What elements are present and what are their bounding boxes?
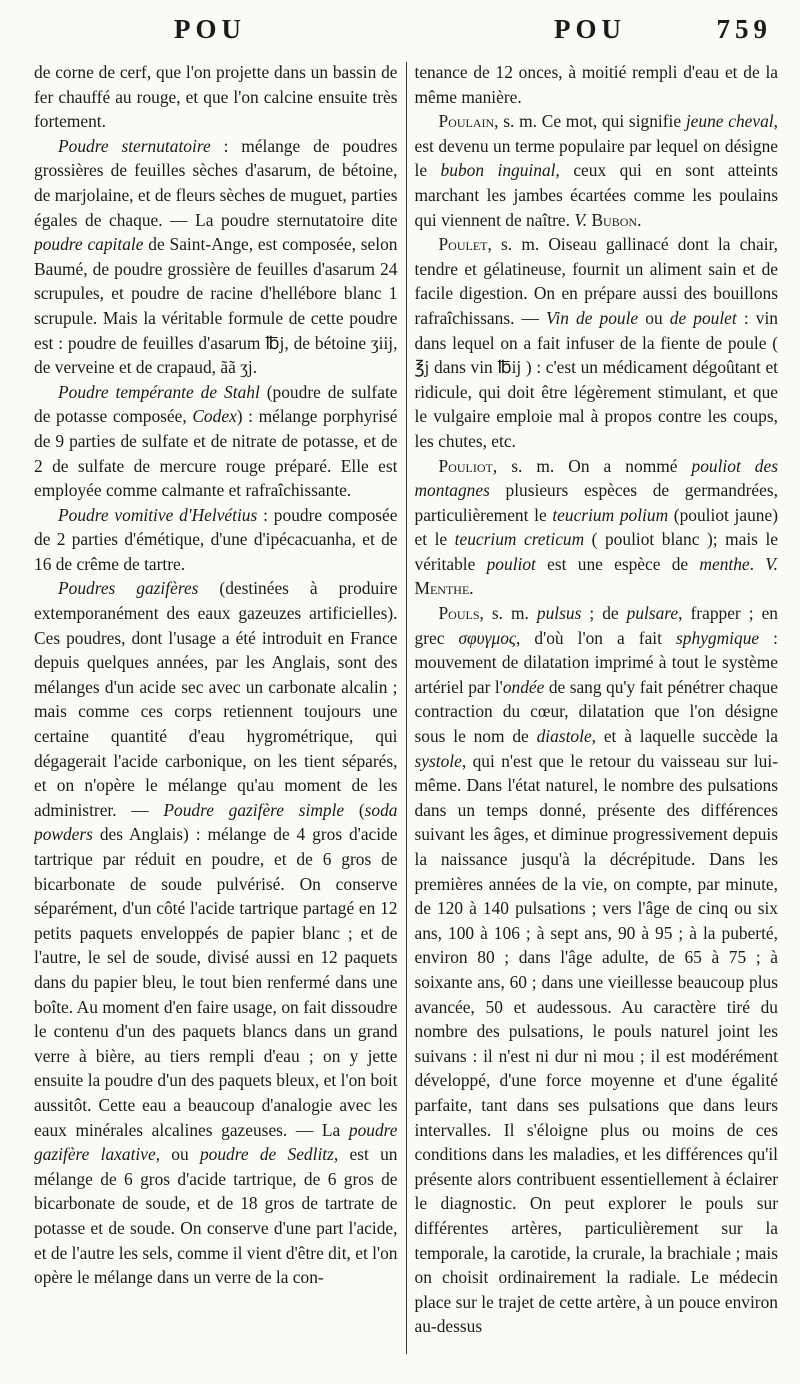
italic-text: Poudres gazifères <box>58 578 199 599</box>
entry-headword: Pouls <box>438 603 480 624</box>
running-head-right: POU <box>554 14 626 44</box>
left-column <box>34 60 398 1354</box>
text-run: . <box>749 553 766 574</box>
italic-text: Poudre vomitive d'Helvétius <box>58 504 258 525</box>
paragraph <box>415 60 779 109</box>
text-run: , ceux qui en sont atteints marchant les jambes écartées comme les poulains qui viennent de naître. <box>414 160 778 230</box>
text-run: , s. m. Ce mot, qui signifie <box>494 111 686 132</box>
entry-headword: Pouliot <box>438 455 493 476</box>
paragraph <box>415 232 779 453</box>
text-run: , d'où l'on a fait <box>515 627 677 648</box>
italic-text: diastole <box>536 726 592 747</box>
italic-text: poudre de Sedlitz <box>199 1144 334 1165</box>
text-run: de corne de cerf, que l'on projette dans un bassin de fer chauffé au rouge, et que l'on calcine ensuite très fortement. <box>34 62 398 132</box>
italic-text: de poulet <box>669 307 737 328</box>
paragraph <box>415 109 779 232</box>
paragraph <box>415 454 779 602</box>
italic-text: pouliot <box>486 553 536 574</box>
text-run: des Anglais) : mélange de 4 gros d'acide tartrique par réduit en poudre, et de 6 gros de bicarbonate de soude pulvérisé. On conserve séparément, d'un côté l'acide tartrique partagé en 12 petits paquets enveloppés de papier blanc ; et de l'autre, le sel de soude, divisé aussi en 12 paquets dans du papier bleu, le tout bien renfermé dans une boîte. Au moment d'en faire usage, on fait dissoudre le contenu d'un des paquets blancs dans un grand verre à bière, au tiers rempli d'eau ; on y jette ensuite la poudre d'un des paquets bleux, et l'on boit aussitôt. Cette eau a beaucoup d'analogie avec les eaux minérales alcalines gazeuses. — La <box>34 824 398 1140</box>
page-number: 759 <box>716 14 772 44</box>
italic-text: pulsare <box>626 603 679 624</box>
right-column <box>415 60 779 1354</box>
running-head-left: POU <box>174 14 246 44</box>
italic-text: V. <box>765 553 778 574</box>
paragraph <box>415 601 779 1339</box>
column-rule <box>406 62 407 1354</box>
text-run: ; de <box>581 603 627 624</box>
text-run: ( <box>344 799 365 820</box>
paragraph <box>34 380 398 503</box>
paragraph <box>34 503 398 577</box>
text-run: ou <box>638 307 670 328</box>
italic-text: Poudre sternutatoire <box>58 135 211 156</box>
text-run: . <box>637 209 642 230</box>
text-run: ) : mélange porphyrisé de 9 parties de sulfate et de nitrate de potasse, et de 2 de sulfate de mercure rouge préparé. Elle est employée comme calmante et rafraîchissante. <box>34 406 398 501</box>
paragraph <box>34 134 398 380</box>
text-run: , qui n'est que le retour du vaisseau sur lui-même. Dans l'état naturel, le nombre des pulsations dans un temps donné, présente des différences suivant les âges, et diminue progressivement depuis la naissance jusqu'à la décrépitude. Dans les premières années de la vie, on compte, par minute, de 120 à 140 pulsations ; vers l'âge de cinq ou six ans, 100 à 106 ; à sept ans, 90 à 95 ; à la puberté, environ 80 ; dans l'âge adulte, de 65 à 75 ; à soixante ans, 60 ; dans une vieillesse beaucoup plus avancée, 50 et audessous. Au caractère tiré du nombre des pulsations, le pouls naturel joint les suivans : il n'est ni dur ni mou ; il est modérément développé, d'une force moyenne et d'une égalité parfaite, tant dans ses pulsations que dans leurs intervalles. Il s'éloigne plus ou moins de ces conditions dans les maladies, et les différences qu'il présente alors contribuent essentiellement à éclairer le diagnostic. On peut explorer le pouls sur différentes artères, particulièrement sur la temporale, la carotide, la crurale, la brachiale ; mais on choisit ordinairement la radiale. Le médecin place sur le trajet de cette artère, à un pouce environ au-dessus <box>414 750 778 1337</box>
italic-text: Poudre tempérante de Stahl <box>58 381 260 402</box>
text-run: est une espèce de <box>535 553 700 574</box>
text-run: , et à laquelle succède la <box>591 726 778 747</box>
italic-text: Codex <box>192 406 237 427</box>
text-run: : mouvement de dilatation imprimé à tout le système artériel par l' <box>414 627 778 697</box>
text-run: : poudre composée de 2 parties d'émétique, d'une d'ipécacuanha, et de 16 de crême de tartre. <box>34 504 398 574</box>
text-run: tenance de 12 onces, à moitié rempli d'eau et de la même manière. <box>414 62 778 107</box>
paragraph <box>34 576 398 1289</box>
italic-text: Poudre gazifère simple <box>163 799 345 820</box>
text-run: de Saint-Ange, est composée, selon Baumé, de poudre grossière de feuilles d'asarum 24 scrupules, et poudre de racine d'hellébore blanc 1 scrupule. Mais la véritable formule de cette poudre est : poudre de feuilles d'asarum ℔j, de bétoine ʒiij, de verveine et de crapaud, ãã ʒj. <box>34 234 398 378</box>
text-run: , est devenu un terme populaire par lequel on désigne le <box>414 111 778 181</box>
italic-text: Vin de poule <box>546 307 639 328</box>
italic-text: teucrium creticum <box>454 529 585 550</box>
italic-text: V. <box>574 209 588 230</box>
entry-headword: Bubon <box>591 209 638 230</box>
entry-headword: Poulain <box>438 111 495 132</box>
text-run: (destinées à produire extemporanément des eaux gazeuzes artificielles). Ces poudres, dont l'usage a été introduit en France depuis quelques années, par les Anglais, sont des mélanges d'un acide sec avec un carbonate alcalin ; mais comme ces corps retiennent toujours une certaine quantité d'eau hygrométrique, qui dégagerait l'acide carbonique, on les tient séparés, et on n'opère le mélange qu'au moment de les administrer. — <box>34 578 398 820</box>
text-run: , frapper ; en grec <box>414 603 778 648</box>
two-column-body <box>34 60 778 1354</box>
italic-text: soda powders <box>34 799 398 845</box>
italic-text: poudre capitale <box>34 234 144 255</box>
italic-text: ondée <box>502 676 545 697</box>
text-run: , ou <box>155 1144 200 1165</box>
text-run: , s. m. <box>479 603 537 624</box>
italic-text: sphygmique <box>676 627 760 648</box>
paragraph <box>34 60 398 134</box>
text-run: , s. m. Oiseau gallinacé dont la chair, tendre et gélatineuse, fournit un aliment sain et de facile digestion. On en prépare aussi des bouillons rafraîchissans. — <box>414 234 778 328</box>
text-run: plusieurs espèces de germandrées, particulièrement le <box>414 480 778 525</box>
text-run: (poudre de sulfate de potasse composée, <box>34 381 398 427</box>
italic-text: σφυγμος <box>458 627 516 648</box>
italic-text: systole <box>414 750 462 771</box>
italic-text: teucrium polium <box>552 504 669 525</box>
text-run: . <box>469 578 474 599</box>
text-run: : mélange de poudres grossières de feuilles sèches d'asarum, de bétoine, de marjolaine, et de fleurs sèches de muguet, parties égales de chaque. — La poudre sternutatoire dite <box>34 135 398 230</box>
italic-text: pouliot des montagnes <box>414 455 778 501</box>
italic-text: jeune cheval <box>685 111 774 132</box>
text-run: ( pouliot blanc ); mais le véritable <box>414 529 778 574</box>
entry-headword: Menthe <box>414 578 470 599</box>
text-run: , est un mélange de 6 gros d'acide tartrique, de 6 gros de bicarbonate de soude, et de 18 gros de tartrate de potasse et de soude. On conserve d'une part l'acide, et de l'autre les sels, comme il vient d'être dit, et l'on opère le mélange dans un verre de la con- <box>34 1144 398 1288</box>
text-run: de sang qu'y fait pénétrer chaque contraction du cœur, dilatation que l'on désigne sous le nom de <box>414 676 778 747</box>
text-run: (pouliot jaune) et le <box>414 504 778 550</box>
italic-text: poudre gazifère laxative <box>34 1119 398 1165</box>
text-run: : vin dans lequel on a fait infuser de la fiente de poule ( ℥j dans vin ℔ij ) : c'est un médicament dégoûtant et ridicule, qui doit être légèrement stimulant, et que le vulgaire emploie mal à propos contre les coups, les chutes, etc. <box>414 307 778 451</box>
italic-text: pulsus <box>536 603 582 624</box>
running-header <box>34 14 778 54</box>
italic-text: bubon inguinal <box>440 160 556 181</box>
italic-text: menthe <box>699 553 750 574</box>
entry-headword: Poulet <box>438 234 488 255</box>
text-run: , s. m. On a nommé <box>492 455 692 476</box>
